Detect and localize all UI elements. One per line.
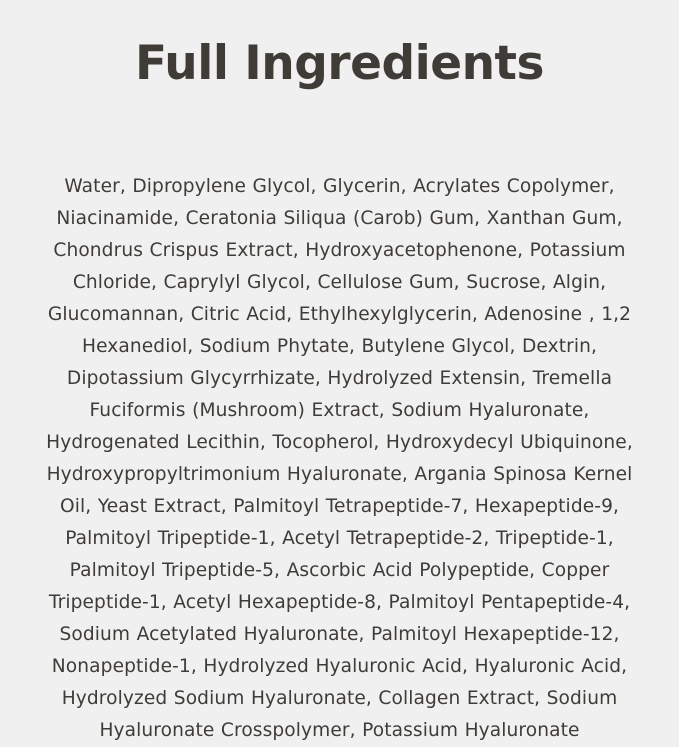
page-title: Full Ingredients [135,36,544,91]
ingredients-list-text: Water, Dipropylene Glycol, Glycerin, Acrylates Copolymer, Niacinamide, Ceratonia Siliqua (Carob) Gum, Xanthan Gum, Chondrus Crispus Extract, Hydroxyacetophenone, Potassium Chloride, Caprylyl Glycol, Cellulose Gum, Sucrose, Algin, Glucomannan, Citric Acid, Ethylhexylglycerin, Adenosine , 1,2 Hexanediol, Sodium Phytate, Butylene Glycol, Dextrin, Dipotassium Glycyrrhizate, Hydrolyzed Extensin, Tremella Fuciformis (Mushroom) Extract, Sodium Hyaluronate, Hydrogenated Lecithin, Tocopherol, Hydroxydecyl Ubiquinone, Hydroxypropyltrimonium Hyaluronate, Argania Spinosa Kernel Oil, Yeast Extract, Palmitoyl Tetrapeptide-7, Hexapeptide-9, Palmitoyl Tripeptide-1, Acetyl Tetrapeptide-2, Tripeptide-1, Palmitoyl Tripeptide-5, Ascorbic Acid Polypeptide, Copper Tripeptide-1, Acetyl Hexapeptide-8, Palmitoyl Pentapeptide-4, Sodium Acetylated Hyaluronate, Palmitoyl Hexapeptide-12, Nonapeptide-1, Hydrolyzed Hyaluronic Acid, Hyaluronic Acid, Hydrolyzed Sodium Hyaluronate, Collagen Extract, Sodium Hyaluronate Crosspolymer, Potassium Hyaluronate [46,176,633,741]
